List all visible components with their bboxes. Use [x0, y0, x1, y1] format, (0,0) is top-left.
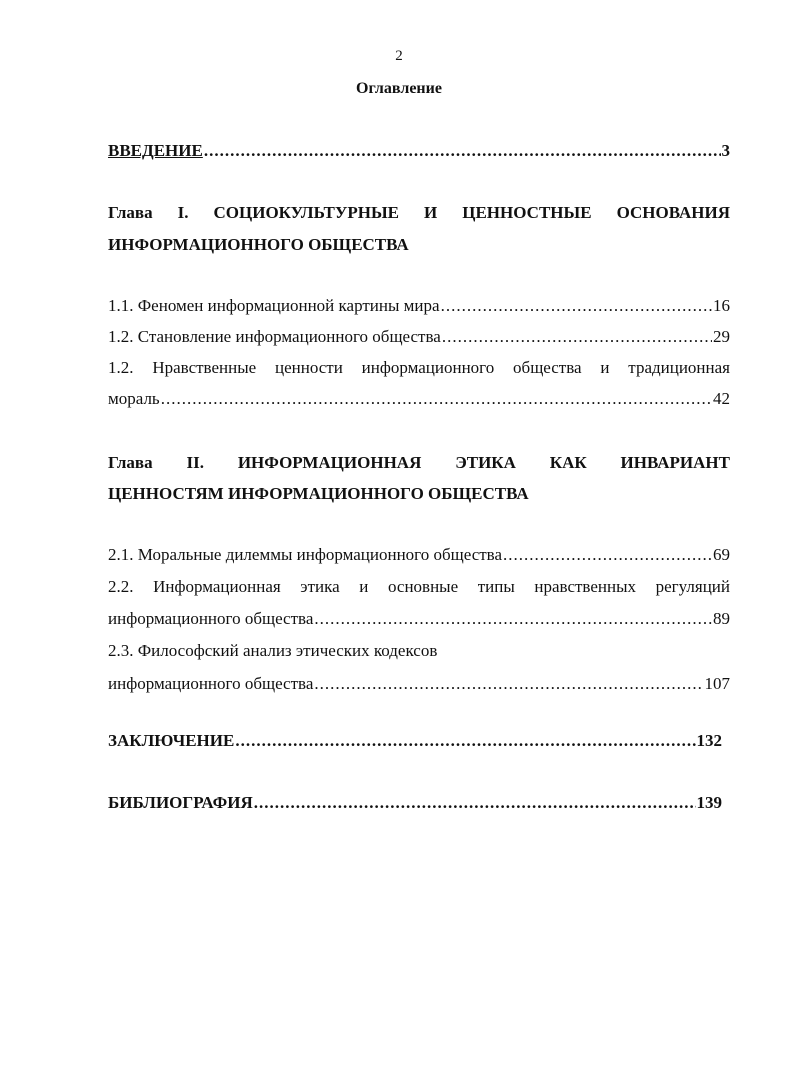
toc-entry-label: 1.1. Феномен информационной картины мира	[108, 296, 440, 315]
toc-entry-label: информационного общества	[108, 674, 314, 693]
toc-entry-introduction[interactable]	[108, 141, 730, 161]
toc-entry-page: 16	[713, 296, 730, 315]
toc-entry-1-1[interactable]	[108, 296, 730, 316]
toc-entry-label: БИБЛИОГРАФИЯ	[108, 793, 253, 812]
toc-leader-dots	[314, 674, 703, 694]
chapter-1-heading-line-1[interactable]: Глава I. СОЦИОКУЛЬТУРНЫЕ И ЦЕННОСТНЫЕ ОСНОВАНИЯ	[108, 203, 730, 222]
toc-entry-2-1[interactable]	[108, 545, 730, 565]
toc-entry-page: 132	[696, 731, 722, 750]
toc-entry-1-3-line-1[interactable]: 1.2. Нравственные ценности информационного общества и традиционная	[108, 358, 730, 377]
toc-leader-dots	[204, 141, 721, 161]
toc-entry-page: 89	[713, 609, 730, 628]
chapter-2-heading-line-1[interactable]: Глава II. ИНФОРМАЦИОННАЯ ЭТИКА КАК ИНВАРИАНТ	[108, 453, 730, 472]
toc-entry-label: мораль	[108, 389, 160, 408]
toc-entry-label: ВВЕДЕНИЕ	[108, 141, 203, 160]
toc-leader-dots	[254, 793, 696, 813]
toc-leader-dots	[503, 545, 712, 565]
toc-entry-conclusion[interactable]	[108, 731, 722, 751]
toc-entry-1-2[interactable]	[108, 327, 730, 347]
page-number: 2	[395, 48, 403, 64]
toc-title: Оглавление	[356, 80, 442, 97]
chapter-1-heading-line-2[interactable]: ИНФОРМАЦИОННОГО ОБЩЕСТВА	[108, 235, 409, 254]
toc-entry-page: 69	[713, 545, 730, 564]
toc-leader-dots	[161, 389, 712, 409]
toc-leader-dots	[441, 296, 712, 316]
toc-entry-label: 2.1. Моральные дилеммы информационного общества	[108, 545, 503, 564]
toc-entry-label: 1.2. Становление информационного общества	[108, 327, 441, 346]
toc-entry-label: ЗАКЛЮЧЕНИЕ	[108, 731, 235, 750]
toc-entry-page: 107	[704, 674, 730, 693]
toc-entry-bibliography[interactable]	[108, 793, 722, 813]
toc-entry-2-3-line-1[interactable]: 2.3. Философский анализ этических кодексов	[108, 641, 438, 660]
toc-entry-2-2-line-2[interactable]	[108, 609, 730, 629]
toc-entry-page: 29	[713, 327, 730, 346]
toc-leader-dots	[442, 327, 712, 347]
toc-leader-dots	[314, 609, 712, 629]
toc-entry-2-3-line-2[interactable]	[108, 674, 730, 694]
toc-entry-1-3-line-2[interactable]	[108, 389, 730, 409]
toc-leader-dots	[235, 731, 695, 751]
toc-entry-page: 139	[696, 793, 722, 812]
toc-entry-page: 3	[721, 141, 730, 160]
toc-entry-2-2-line-1[interactable]: 2.2. Информационная этика и основные типы нравственных регуляций	[108, 577, 730, 596]
chapter-2-heading-line-2[interactable]: ЦЕННОСТЯМ ИНФОРМАЦИОННОГО ОБЩЕСТВА	[108, 484, 529, 503]
toc-entry-page: 42	[713, 389, 730, 408]
toc-entry-label: информационного общества	[108, 609, 314, 628]
